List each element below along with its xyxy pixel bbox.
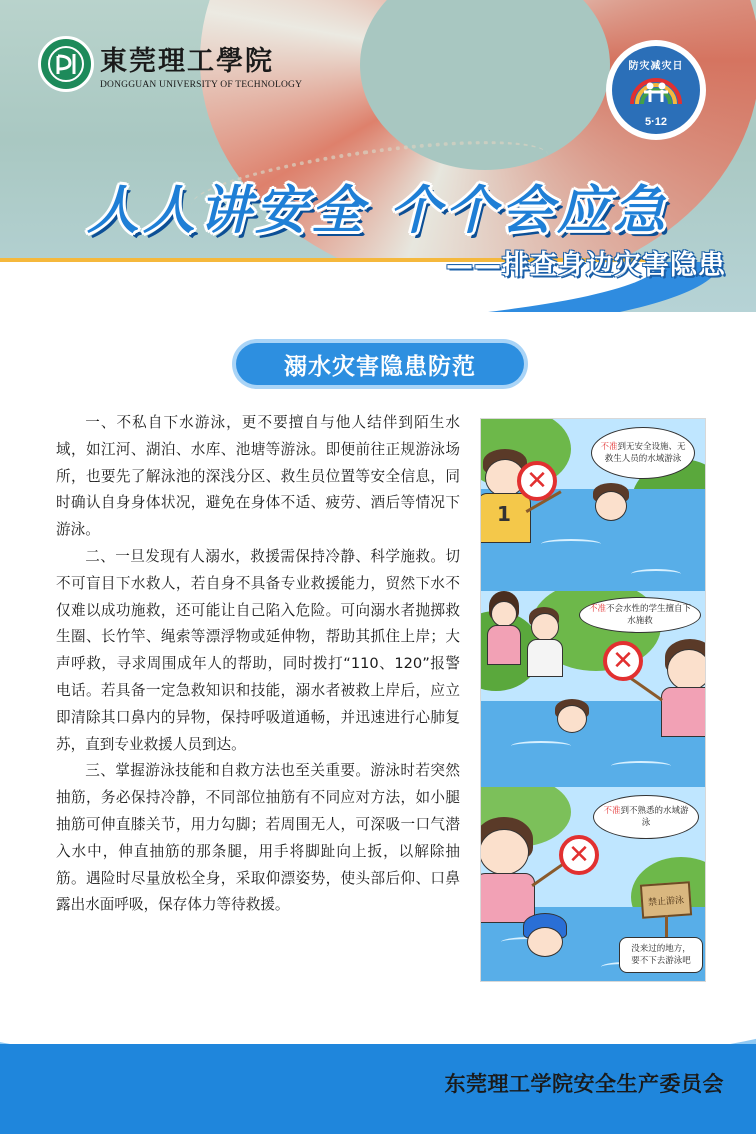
paragraph-1: 一、不私自下水游泳，更不要擅自与他人结伴到陌生水域，如江河、湖泊、水库、池塘等游泳。即便前往正规游泳场所，也要先了解泳池的深浅分区、救生员位置等安全信息，同时确认自身身体状况，避免在身体不适、疲劳、酒后等情况下游泳。 bbox=[56, 414, 460, 539]
comic-panel-3 bbox=[481, 787, 706, 982]
section-heading: 溺水灾害隐患防范 bbox=[236, 343, 524, 385]
girl-character bbox=[481, 829, 529, 875]
girl-character bbox=[667, 649, 706, 691]
comic-panel-1 bbox=[481, 419, 706, 591]
school-name-cn: 東莞理工學院 bbox=[100, 45, 274, 77]
paragraph-2: 二、一旦发现有人溺水，救援需保持冷静、科学施救。切不可盲目下水救人，若自身不具备专业救援能力，贸然下水不仅难以成功施救，还可能让自己陷入危险。可向溺水者抛掷救生圈、长竹竿、绳索等漂浮物或延伸物，帮助其抓住上岸；大声呼救，寻求周围成年人的帮助，同时拨打“110、120”报警电话。若具备一定急救知识和技能，溺水者被救上岸后，应立即清除其口鼻内的异物，保持呼吸道通畅，并迅速进行心肺复苏，直到专业救援人员到达。 bbox=[56, 547, 460, 753]
school-name-en: DONGGUAN UNIVERSITY OF TECHNOLOGY bbox=[100, 79, 303, 90]
comic-panel-2 bbox=[481, 591, 706, 787]
badge-date: 5·12 bbox=[644, 116, 668, 128]
kid-shirt: 1 bbox=[481, 493, 531, 543]
footer-committee: 东莞理工学院安全生产委员会 bbox=[444, 1072, 724, 1096]
poster-subtitle: ——排查身边灾害隐患 bbox=[446, 250, 726, 281]
article-body bbox=[56, 410, 460, 919]
paragraph-3: 三、掌握游泳技能和自救方法也至关重要。游泳时若突然抽筋，务必保持冷静，不同部位抽筋有不同应对方法，如小腿抽筋可伸直膝关节，用力勾脚；若周围无人，可深吸一口气潜入水中，伸直抽筋的那条腿，用手将脚趾向上扳，以解除抽筋。遇险时尽量放松全身，采取仰漂姿势，使头部后仰、口鼻露出水面呼吸，保存体力等待救援。 bbox=[56, 762, 460, 914]
swimmer-character bbox=[595, 491, 627, 521]
comic-bubble-2: 不准不会水性的学生擅自下水施救 bbox=[579, 597, 701, 633]
school-emblem-icon bbox=[38, 36, 94, 92]
comic-bubble-4: 没来过的地方，要不下去游泳吧 bbox=[619, 937, 703, 973]
comic-bubble-1: 不准到无安全设施、无救生人员的水域游泳 bbox=[591, 427, 695, 479]
comic-bubble-3: 不准到不熟悉的水域游泳 bbox=[593, 795, 699, 839]
school-logo bbox=[38, 36, 302, 92]
no-swimming-sign: 禁止游泳 bbox=[640, 881, 692, 918]
badge-title: 防灾减灾日 bbox=[628, 61, 684, 72]
rainbow-family-icon bbox=[626, 70, 686, 108]
drowning-character bbox=[557, 705, 587, 733]
safety-comic bbox=[480, 418, 706, 982]
forbidden-sign-icon: ✕ bbox=[517, 461, 557, 501]
disaster-prevention-day-badge bbox=[606, 40, 706, 140]
poster-title: 人人讲安全 个个会应急 bbox=[86, 181, 670, 241]
content-background bbox=[0, 312, 756, 342]
forbidden-sign-icon: ✕ bbox=[559, 835, 599, 875]
forbidden-sign-icon: ✕ bbox=[603, 641, 643, 681]
